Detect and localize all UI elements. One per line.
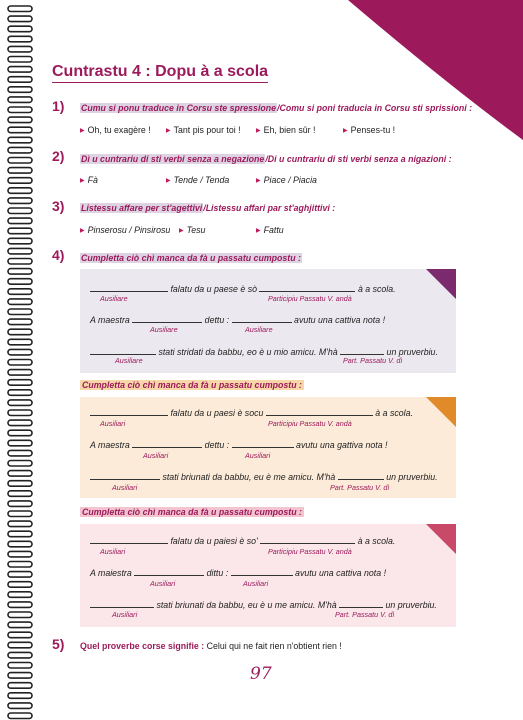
exercise-5-instruction (80, 641, 342, 651)
spiral-ring (8, 551, 32, 557)
hint-label: Participiu Passatu V. andà (268, 419, 352, 428)
spiral-ring (8, 127, 32, 133)
answer-blank[interactable] (134, 567, 204, 576)
answer-blank[interactable] (90, 407, 168, 416)
spiral-binding (6, 0, 36, 720)
spiral-ring (8, 400, 32, 406)
spiral-ring (8, 117, 32, 123)
sentence-line: stati briunati da babbu, eu è u me amicu. M'hà un pruverbiu. (90, 599, 437, 610)
spiral-ring (8, 259, 32, 265)
spiral-ring (8, 329, 32, 335)
hint-label: Ausiliari (243, 579, 269, 588)
spiral-ring (8, 16, 32, 22)
exercise-3-instruction: Listessu affare per st'agettivi/Listessu affari par st'aghjittivi : (81, 203, 336, 213)
answer-blank[interactable] (231, 567, 293, 576)
spiral-ring (8, 289, 32, 295)
spiral-ring (8, 632, 32, 638)
spiral-ring (8, 461, 32, 467)
option-item: ▶ Tesu (179, 225, 206, 235)
option-item: ▶ Penses-tu ! (343, 125, 396, 135)
spiral-ring (8, 652, 32, 658)
answer-blank[interactable] (259, 283, 355, 292)
spiral-ring (8, 531, 32, 537)
spiral-ring (8, 703, 32, 709)
spiral-ring (8, 501, 32, 507)
spiral-ring (8, 36, 32, 42)
spiral-ring (8, 562, 32, 568)
instruction-label: Cumpletta ciò chì manca da fà u passatu cumpostu : (81, 253, 301, 263)
answer-blank[interactable] (339, 599, 383, 608)
answer-blank[interactable] (132, 439, 202, 448)
spiral-ring (8, 168, 32, 174)
corner-decoration (348, 0, 523, 140)
sentence-line: A maestra dettu : avutu una cattiva nota ! (90, 315, 386, 325)
answer-blank[interactable] (338, 471, 384, 480)
spiral-ring (8, 319, 32, 325)
spiral-ring (8, 481, 32, 487)
spiral-ring (8, 107, 32, 113)
spiral-ring (8, 6, 32, 12)
spiral-ring (8, 420, 32, 426)
spiral-ring (8, 370, 32, 376)
proverb-meaning: Celui qui ne fait rien n'obtient rien ! (206, 641, 342, 651)
sentence-line: falatu da u paiesi è so' à a scola. (90, 535, 395, 546)
spiral-ring (8, 299, 32, 305)
sentence-line: stati stridati da babbu, eo è u mio amicu. M'hà un pruverbiu. (90, 346, 438, 357)
spiral-ring (8, 380, 32, 386)
hint-label: Part. Passatu V. dì (330, 483, 390, 492)
spiral-ring (8, 450, 32, 456)
spiral-ring (8, 46, 32, 52)
spiral-ring (8, 87, 32, 93)
spiral-ring (8, 147, 32, 153)
option-item: ▶ Tende / Tenda (166, 175, 230, 185)
option-item: ▶ Tant pis pour toi ! (166, 125, 241, 135)
answer-blank[interactable] (266, 407, 373, 416)
hint-label: Ausiliare (115, 356, 143, 365)
spiral-ring (8, 592, 32, 598)
spiral-ring (8, 440, 32, 446)
spiral-ring (8, 390, 32, 396)
instruction-label: Listessu affare per st'agettivi (81, 203, 203, 213)
spiral-ring (8, 188, 32, 194)
hint-label: Ausiliari (112, 610, 138, 619)
hint-label: Ausiliari (150, 579, 176, 588)
spiral-ring (8, 491, 32, 497)
spiral-ring (8, 349, 32, 355)
answer-blank[interactable] (90, 471, 160, 480)
box-2-header: Cumpletta ciò chì manca da fà u passatu cumpostu : (82, 380, 302, 390)
spiral-ring (8, 269, 32, 275)
sentence-line: A maiestra dittu : avutu una cattiva nota ! (90, 568, 387, 578)
hint-label: Ausiliari (245, 451, 271, 460)
spiral-ring (8, 67, 32, 73)
spiral-ring (8, 622, 32, 628)
answer-blank[interactable] (340, 346, 384, 355)
option-item: ▶ Fattu (256, 225, 284, 235)
instruction-label: Cumu si ponu traduce in Corsu ste spressione (81, 103, 277, 113)
spiral-ring (8, 602, 32, 608)
answer-blank[interactable] (90, 346, 156, 355)
spiral-ring (8, 642, 32, 648)
spiral-ring (8, 198, 32, 204)
box-corner-fold (426, 269, 456, 299)
option-item: ▶ Eh, bien sûr ! (256, 125, 316, 135)
instruction-label-alt: Di u cuntrariu di sti verbi senza a nigazioni : (267, 154, 452, 164)
hint-label: Ausiliare (150, 325, 178, 334)
answer-blank[interactable] (90, 599, 154, 608)
spiral-ring (8, 612, 32, 618)
answer-blank[interactable] (260, 535, 355, 544)
box-3-header: Cumpletta ciò chì manca da fà u passatu cumpostu : (82, 507, 302, 517)
spiral-ring (8, 279, 32, 285)
sentence-line: stati briunati da babbu, eu è me amicu. M'hà un pruverbiu. (90, 471, 438, 482)
answer-blank[interactable] (90, 535, 168, 544)
spiral-ring (8, 137, 32, 143)
spiral-ring (8, 248, 32, 254)
spiral-ring (8, 97, 32, 103)
answer-blank[interactable] (232, 314, 292, 323)
spiral-ring (8, 430, 32, 436)
instruction-label-alt: Comu si poni traducia in Corsu sti sprissioni : (279, 103, 473, 113)
box-corner-fold (426, 397, 456, 427)
spiral-ring (8, 663, 32, 669)
answer-blank[interactable] (232, 439, 294, 448)
spiral-ring (8, 309, 32, 315)
spiral-ring (8, 178, 32, 184)
spiral-ring (8, 158, 32, 164)
hint-label: Participiu Passatu V. andà (268, 294, 352, 303)
spiral-ring (8, 713, 32, 719)
exercise-1-number: 1) (52, 98, 65, 114)
hint-label: Ausiliari (112, 483, 138, 492)
exercise-4-instruction (80, 253, 302, 263)
spiral-ring (8, 57, 32, 63)
exercise-2-instruction: Dì u cuntrariu di sti verbi senza a negazione/Di u cuntrariu di sti verbi senza a nigazioni : (81, 154, 452, 164)
spiral-ring (8, 339, 32, 345)
spiral-ring (8, 208, 32, 214)
spiral-ring (8, 541, 32, 547)
sentence-line: falatu da u paese è sò à a scola. (90, 283, 396, 294)
option-item: ▶ Oh, tu exagère ! (80, 125, 151, 135)
spiral-ring (8, 521, 32, 527)
spiral-ring (8, 683, 32, 689)
spiral-ring (8, 582, 32, 588)
option-item: ▶ Fà (80, 175, 98, 185)
spiral-ring (8, 360, 32, 366)
sentence-line: falatu da u paesi è socu à a scola. (90, 407, 413, 418)
spiral-ring (8, 511, 32, 517)
spiral-ring (8, 26, 32, 32)
spiral-ring (8, 572, 32, 578)
answer-blank[interactable] (132, 314, 202, 323)
instruction-label: Quel proverbe corse signifie : (80, 641, 205, 651)
option-item: ▶ Piace / Piacia (256, 175, 317, 185)
spiral-ring (8, 238, 32, 244)
exercise-1-instruction: Cumu si ponu traduce in Corsu ste spressione/Comu si poni traducia in Corsu sti sprissioni : (81, 103, 473, 113)
page-title: Cuntrastu 4 : Dopu à a scola (52, 63, 268, 83)
sentence-line: A maestra dettu : avutu una gattiva nota ! (90, 440, 388, 450)
spiral-ring (8, 673, 32, 679)
hint-label: Ausiliari (143, 451, 169, 460)
exercise-5-number: 5) (52, 636, 65, 652)
hint-label: Ausiliare (100, 294, 128, 303)
spiral-ring (8, 410, 32, 416)
spiral-ring (8, 471, 32, 477)
hint-label: Part. Passatu V. dì (335, 610, 395, 619)
hint-label: Participiu Passatu V. andà (268, 547, 352, 556)
spiral-ring (8, 693, 32, 699)
spiral-ring (8, 228, 32, 234)
exercise-3-number: 3) (52, 198, 65, 214)
spiral-ring (8, 77, 32, 83)
exercise-4-number: 4) (52, 247, 65, 263)
hint-label: Part. Passatu V. dì (343, 356, 403, 365)
instruction-label-alt: Listessu affari par st'aghjittivi : (205, 203, 336, 213)
page-number: 97 (250, 664, 272, 684)
answer-blank[interactable] (90, 283, 168, 292)
hint-label: Ausiliari (100, 547, 126, 556)
exercise-2-number: 2) (52, 148, 65, 164)
instruction-label: Dì u cuntrariu di sti verbi senza a negazione (81, 154, 265, 164)
option-item: ▶ Pinserosu / Pinsirosu (80, 225, 171, 235)
box-corner-fold (426, 524, 456, 554)
hint-label: Ausiliare (245, 325, 273, 334)
spiral-ring (8, 218, 32, 224)
hint-label: Ausiliari (100, 419, 126, 428)
